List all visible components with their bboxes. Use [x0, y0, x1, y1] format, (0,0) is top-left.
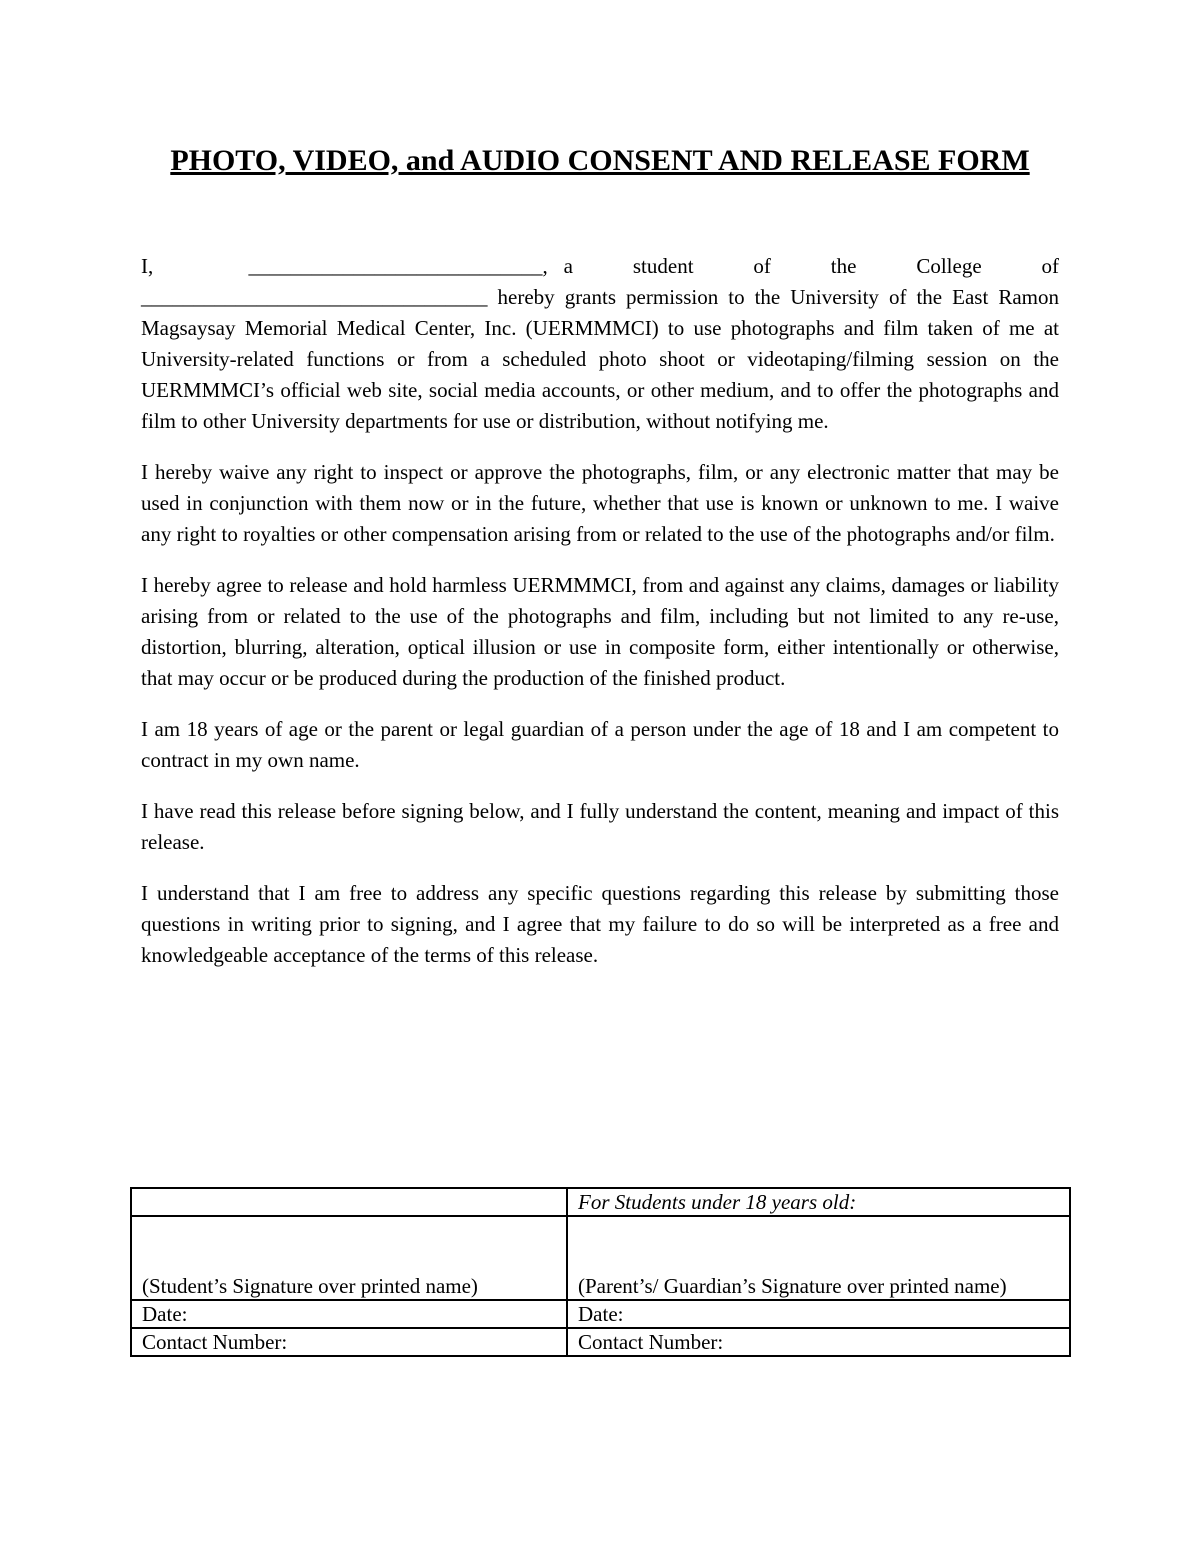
college-blank[interactable]: _________________________________	[141, 285, 488, 309]
document-body	[141, 251, 1059, 971]
intro-prefix: I,	[141, 254, 154, 278]
intro-paragraph	[141, 251, 1059, 437]
intro-phrase: a student of the College of	[563, 254, 1060, 278]
parent-signature-field[interactable]: (Parent’s/ Guardian’s Signature over printed name)	[567, 1216, 1070, 1300]
intro-rest: hereby grants permission to the University of the East Ramon Magsaysay Memorial Medical Center, Inc. (UERMMMCI) to use photographs and film taken of me at University-related functions or from a scheduled photo shoot or videotaping/filming session on the UERMMMCI’s official web site, social media accounts, or other medium, and to offer the photographs and film to other University departments for use or distribution, without notifying me.	[141, 285, 1059, 433]
name-blank[interactable]: ____________________________,	[248, 254, 548, 278]
signature-table	[130, 1187, 1071, 1357]
table-row	[131, 1300, 1070, 1328]
paragraph-read: I have read this release before signing below, and I fully understand the content, meaning and impact of this release.	[141, 799, 1059, 854]
paragraph-questions: I understand that I am free to address any specific questions regarding this release by submitting those questions in writing prior to signing, and I agree that my failure to do so will be interpreted as a free and knowledgeable acceptance of the terms of this release.	[141, 881, 1059, 967]
student-header-cell	[131, 1188, 567, 1216]
student-date-field[interactable]: Date:	[131, 1300, 567, 1328]
student-contact-field[interactable]: Contact Number:	[131, 1328, 567, 1356]
table-row	[131, 1188, 1070, 1216]
student-signature-field[interactable]: (Student’s Signature over printed name)	[131, 1216, 567, 1300]
table-row	[131, 1216, 1070, 1300]
paragraph-waiver: I hereby waive any right to inspect or approve the photographs, film, or any electronic matter that may be used in conjunction with them now or in the future, whether that use is known or unknown to me. I waive any right to royalties or other compensation arising from or related to the use of the photographs and/or film.	[141, 460, 1059, 546]
parent-contact-field[interactable]: Contact Number:	[567, 1328, 1070, 1356]
parent-date-field[interactable]: Date:	[567, 1300, 1070, 1328]
table-row	[131, 1328, 1070, 1356]
under-18-header: For Students under 18 years old:	[567, 1188, 1070, 1216]
paragraph-age: I am 18 years of age or the parent or legal guardian of a person under the age of 18 and I am competent to contract in my own name.	[141, 717, 1059, 772]
paragraph-release: I hereby agree to release and hold harmless UERMMMCI, from and against any claims, damages or liability arising from or related to the use of the photographs and film, including but not limited to any re-use, distortion, blurring, alteration, optical illusion or use in composite form, either intentionally or otherwise, that may occur or be produced during the production of the finished product.	[141, 573, 1059, 690]
page-title: PHOTO, VIDEO, and AUDIO CONSENT AND RELEASE FORM	[170, 144, 1030, 177]
